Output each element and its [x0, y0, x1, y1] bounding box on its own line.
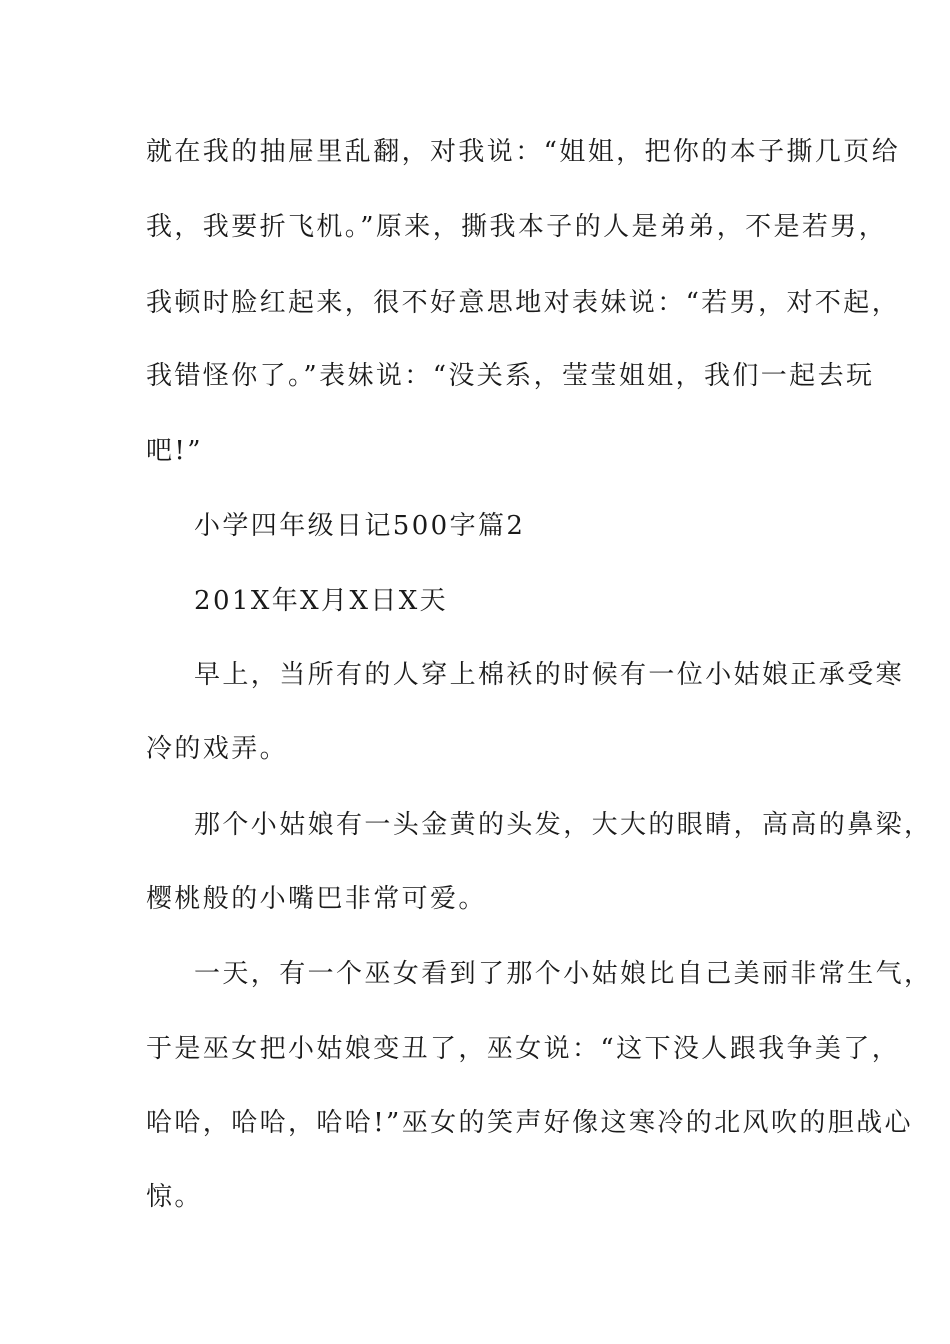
paragraph-line: 吧!” — [146, 436, 203, 466]
paragraph-line: 一天，有一个巫女看到了那个小姑娘比自己美丽非常生气， — [194, 959, 933, 989]
paragraph-line: 就在我的抽屉里乱翻，对我说：“姐姐，把你的本子撕几页给 — [146, 137, 901, 167]
paragraph-line: 惊。 — [146, 1182, 203, 1212]
paragraph-line: 樱桃般的小嘴巴非常可爱。 — [146, 884, 487, 914]
paragraph-line: 哈哈，哈哈，哈哈!”巫女的笑声好像这寒冷的北风吹的胆战心 — [146, 1108, 913, 1138]
paragraph-line: 于是巫女把小姑娘变丑了，巫女说：“这下没人跟我争美了， — [146, 1034, 901, 1064]
section-heading: 小学四年级日记500字篇2 — [194, 511, 526, 541]
paragraph-line: 我顿时脸红起来，很不好意思地对表妹说：“若男，对不起， — [146, 288, 901, 318]
diary-date: 201X年X月X日X天 — [194, 586, 449, 616]
paragraph-line: 我错怪你了。”表妹说：“没关系，莹莹姐姐，我们一起去玩 — [146, 361, 875, 391]
paragraph-line: 我，我要折飞机。”原来，撕我本子的人是弟弟，不是若男， — [146, 212, 888, 242]
paragraph-line: 早上，当所有的人穿上棉袄的时候有一位小姑娘正承受寒 — [194, 660, 905, 690]
paragraph-line: 冷的戏弄。 — [146, 734, 289, 764]
paragraph-line: 那个小姑娘有一头金黄的头发，大大的眼睛，高高的鼻梁， — [194, 810, 933, 840]
